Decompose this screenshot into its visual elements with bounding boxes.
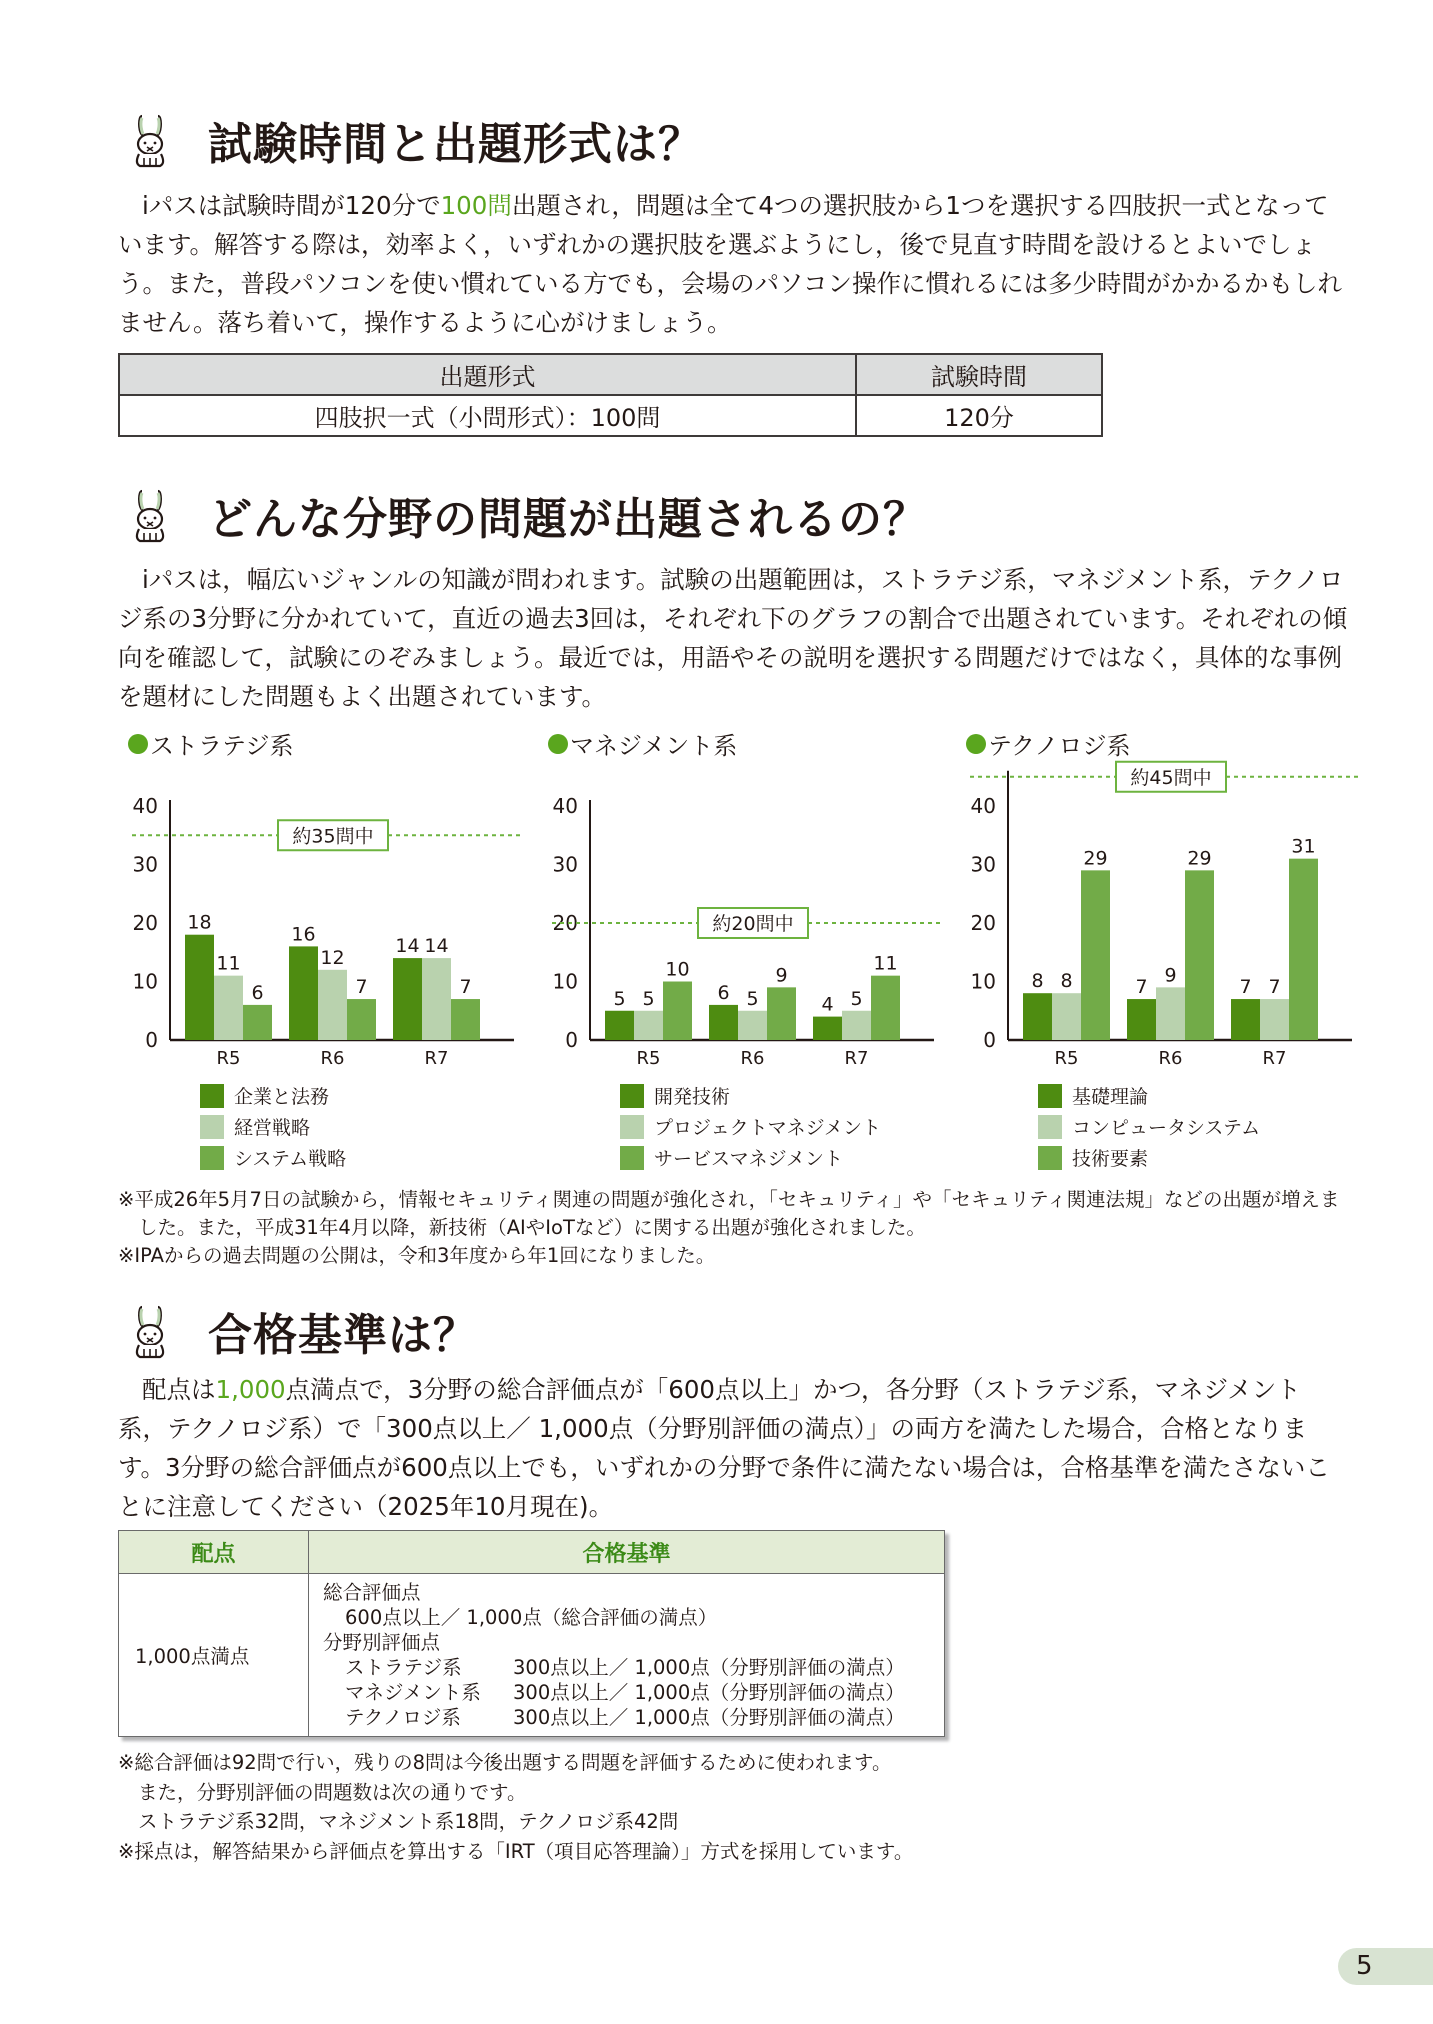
- table-header: 試験時間: [856, 354, 1102, 395]
- y-tick-label: 40: [132, 794, 158, 818]
- bar-value-label: 14: [395, 935, 420, 958]
- table-header: 出題形式: [119, 354, 856, 395]
- y-tick-label: 20: [970, 911, 996, 935]
- bar: [289, 946, 318, 1040]
- bar-value-label: 5: [850, 987, 863, 1010]
- y-tick-label: 10: [970, 969, 996, 994]
- bar: [1185, 870, 1214, 1040]
- bar-value-label: 16: [291, 923, 316, 946]
- bar-value-label: 8: [1060, 970, 1073, 993]
- bar-value-label: 5: [613, 987, 626, 1010]
- bar: [422, 958, 451, 1040]
- bar: [243, 1005, 272, 1040]
- bar: [1260, 999, 1289, 1040]
- bar-value-label: 5: [642, 987, 655, 1010]
- note: また，分野別評価の問題数は次の通りです。: [138, 1780, 527, 1804]
- bar: [1023, 993, 1052, 1040]
- table-row: [119, 1574, 945, 1737]
- note: ストラテジ系32問，マネジメント系18問，テクノロジ系42問: [138, 1810, 679, 1833]
- legend-swatch: [1038, 1084, 1062, 1108]
- section-paragraph: [118, 1370, 1348, 1526]
- chart-title-text: マネジメント系: [570, 732, 738, 760]
- legend-item: [200, 1111, 346, 1142]
- bar-value-label: 18: [187, 911, 212, 934]
- bar: [1127, 999, 1156, 1040]
- section-paragraph: [118, 560, 1348, 716]
- bar: [1156, 987, 1185, 1040]
- legend-label: 経営戦略: [234, 1117, 311, 1139]
- chart-plot: [540, 722, 960, 1082]
- bar: [318, 970, 347, 1040]
- bar-value-label: 7: [1135, 976, 1148, 999]
- x-tick-label: R6: [320, 1048, 345, 1069]
- legend-item: [200, 1080, 346, 1111]
- chart-management: [540, 722, 960, 1182]
- reference-label: 約20問中: [712, 913, 794, 935]
- field-criteria-row: [323, 1680, 930, 1705]
- section-paragraph: [118, 186, 1348, 342]
- legend-item: [620, 1080, 881, 1111]
- bar: [1081, 870, 1110, 1040]
- paragraph-text: iパスは試験時間が120分で: [142, 191, 441, 220]
- bar-value-label: 11: [873, 952, 898, 975]
- legend-swatch: [620, 1115, 644, 1139]
- highlight-question-count: 100問: [440, 191, 512, 220]
- bar: [842, 1011, 871, 1040]
- y-tick-label: 0: [145, 1028, 158, 1052]
- y-tick-label: 0: [565, 1028, 578, 1052]
- table-row: [119, 395, 1102, 436]
- legend-label: プロジェクトマネジメント: [654, 1117, 882, 1139]
- y-tick-label: 40: [970, 794, 996, 818]
- x-tick-label: R6: [1158, 1048, 1183, 1069]
- bar: [871, 976, 900, 1040]
- bar: [813, 1017, 842, 1040]
- legend-label: サービスマネジメント: [654, 1148, 844, 1170]
- legend-swatch: [200, 1115, 224, 1139]
- passing-criteria-table: [118, 1530, 945, 1737]
- bar: [451, 999, 480, 1040]
- table-cell: 四肢択一式（小問形式）：100問: [119, 395, 856, 436]
- table-cell: 120分: [856, 395, 1102, 436]
- x-tick-label: R5: [636, 1048, 661, 1069]
- bar-value-label: 4: [821, 993, 834, 1016]
- chart-title-text: テクノロジ系: [988, 732, 1131, 760]
- bar-value-label: 8: [1031, 970, 1044, 993]
- x-tick-label: R6: [740, 1048, 765, 1069]
- bar: [214, 976, 243, 1040]
- x-tick-label: R7: [424, 1048, 449, 1069]
- paragraph-text: 出題され，問題は全て4つの選択肢から1つを選択する四肢択一式となっています。解答する際は，効率よく，いずれかの選択肢を選ぶようにし，後で見直す時間を設けるとよいでしょう。また，普段パソコンを使い慣れている方でも，会場のパソコン操作に慣れるには多少時間がかかるかもしれません。落ち着いて，操作するように心がけましょう。: [118, 191, 1343, 337]
- section-title: どんな分野の問題が出題されるの？: [208, 494, 928, 545]
- chart-strategy: [120, 722, 540, 1182]
- chart-technology: [958, 722, 1378, 1182]
- legend-swatch: [1038, 1115, 1062, 1139]
- scoring-notes: [118, 1748, 1118, 1866]
- y-tick-label: 40: [552, 794, 578, 818]
- bar-value-label: 7: [355, 976, 368, 999]
- bar: [738, 1011, 767, 1040]
- chart-legend: [1038, 1080, 1260, 1173]
- score-cell: 1,000点満点: [119, 1574, 309, 1737]
- bar: [1052, 993, 1081, 1040]
- section-heading-exam-format: [128, 105, 703, 175]
- overall-label: 総合評価点: [323, 1581, 421, 1604]
- legend-label: 技術要素: [1072, 1148, 1149, 1170]
- legend-item: [200, 1142, 346, 1173]
- bar-value-label: 10: [665, 958, 690, 981]
- paragraph-text: iパスは，幅広いジャンルの知識が問われます。試験の出題範囲は，ストラテジ系，マネジメント系，テクノロジ系の3分野に分かれていて，直近の過去3回は，それぞれ下のグラフの割合で出題されています。それぞれの傾向を確認して，試験にのぞみましょう。最近では，用語やその説明を選択する問題だけではなく，具体的な事例を題材にした問題もよく出題されています。: [118, 565, 1348, 711]
- legend-item: [1038, 1111, 1260, 1142]
- y-tick-label: 20: [132, 911, 158, 935]
- legend-label: 企業と法務: [234, 1086, 330, 1108]
- criteria-cell: [309, 1574, 945, 1737]
- reference-label: 約45問中: [1130, 766, 1212, 789]
- bar-value-label: 6: [717, 981, 730, 1004]
- y-tick-label: 20: [552, 911, 578, 935]
- bar: [185, 935, 214, 1040]
- section-title: 合格基準は？: [208, 1310, 478, 1361]
- legend-item: [620, 1111, 881, 1142]
- y-tick-label: 0: [983, 1028, 996, 1052]
- field-criteria-row: [323, 1705, 930, 1730]
- field-value: 300点以上／ 1,000点（分野別評価の満点）: [513, 1656, 905, 1679]
- chart-title-text: ストラテジ系: [150, 732, 294, 760]
- reference-label: 約35問中: [292, 825, 374, 848]
- bar: [393, 958, 422, 1040]
- field-value: 300点以上／ 1,000点（分野別評価の満点）: [513, 1706, 905, 1729]
- chart-footnotes: [118, 1186, 1348, 1270]
- section-title: 試験時間と出題形式は？: [208, 119, 703, 170]
- field-name: マネジメント系: [345, 1681, 481, 1704]
- page-number: 5: [1338, 1948, 1433, 1985]
- field-name: テクノロジ系: [345, 1706, 461, 1729]
- bar: [634, 1011, 663, 1040]
- y-tick-label: 10: [132, 969, 158, 994]
- legend-label: 基礎理論: [1072, 1086, 1149, 1108]
- section-heading-passing-criteria: [128, 1296, 478, 1366]
- x-tick-label: R7: [844, 1048, 869, 1069]
- y-tick-label: 30: [552, 852, 578, 877]
- table-header-row: [119, 354, 1102, 395]
- legend-swatch: [1038, 1146, 1062, 1170]
- y-tick-label: 10: [552, 969, 578, 994]
- bar-value-label: 11: [216, 952, 241, 975]
- legend-item: [620, 1142, 881, 1173]
- bar: [709, 1005, 738, 1040]
- x-tick-label: R5: [216, 1048, 241, 1069]
- rabbit-icon: [128, 1303, 172, 1359]
- exam-format-table: [118, 353, 1103, 437]
- bar-value-label: 29: [1187, 847, 1212, 870]
- footnote: ※IPAからの過去問題の公開は，令和3年度から年1回になりました。: [118, 1244, 716, 1267]
- bar: [1231, 999, 1260, 1040]
- bar-value-label: 14: [424, 935, 449, 958]
- bar-value-label: 7: [1239, 976, 1252, 999]
- rabbit-icon: [128, 487, 172, 543]
- chart-legend: [620, 1080, 881, 1173]
- rabbit-icon: [128, 112, 172, 168]
- paragraph-text: 配点は: [142, 1375, 216, 1404]
- y-tick-label: 30: [970, 852, 996, 877]
- legend-item: [1038, 1080, 1260, 1111]
- note: ※採点は，解答結果から評価点を算出する「IRT（項目応答理論）」方式を採用しています。: [118, 1839, 914, 1863]
- bar-value-label: 9: [1164, 964, 1177, 987]
- table-header: 合格基準: [309, 1531, 945, 1574]
- bar-value-label: 12: [320, 946, 345, 969]
- legend-label: コンピュータシステム: [1072, 1117, 1261, 1139]
- bar-value-label: 7: [1268, 976, 1281, 999]
- table-header: 配点: [119, 1531, 309, 1574]
- bar-value-label: 7: [459, 976, 472, 999]
- legend-swatch: [620, 1084, 644, 1108]
- section-heading-fields: [128, 480, 928, 550]
- chart-legend: [200, 1080, 346, 1173]
- x-tick-label: R7: [1262, 1048, 1287, 1069]
- legend-item: [1038, 1142, 1260, 1173]
- legend-label: 開発技術: [654, 1086, 731, 1108]
- bar-value-label: 9: [775, 964, 788, 987]
- field-name: ストラテジ系: [345, 1656, 462, 1679]
- bar: [347, 999, 376, 1040]
- field-criteria-row: [323, 1655, 930, 1680]
- note: ※総合評価は92問で行い，残りの8問は今後出題する問題を評価するために使われます。: [118, 1751, 892, 1774]
- overall-value: 600点以上／ 1,000点（総合評価の満点）: [345, 1606, 718, 1629]
- chart-plot: [958, 722, 1378, 1082]
- bar-value-label: 6: [251, 981, 264, 1004]
- x-tick-label: R5: [1054, 1048, 1079, 1069]
- bar-value-label: 29: [1083, 847, 1108, 870]
- bar: [663, 982, 692, 1041]
- bar: [767, 987, 796, 1040]
- field-label: 分野別評価点: [323, 1631, 441, 1654]
- table-header-row: [119, 1531, 945, 1574]
- legend-swatch: [200, 1146, 224, 1170]
- y-tick-label: 30: [132, 852, 158, 877]
- legend-label: システム戦略: [234, 1148, 347, 1170]
- legend-swatch: [620, 1146, 644, 1170]
- field-value: 300点以上／ 1,000点（分野別評価の満点）: [513, 1681, 905, 1704]
- highlight-total-score: 1,000: [215, 1375, 286, 1404]
- legend-swatch: [200, 1084, 224, 1108]
- bar-value-label: 31: [1291, 835, 1316, 858]
- bar-value-label: 5: [746, 987, 759, 1010]
- bar: [1289, 859, 1318, 1040]
- footnote: ※平成26年5月7日の試験から，情報セキュリティ関連の問題が強化され，「セキュリティ」や「セキュリティ関連法規」などの出題が増えました。また，平成31年4月以降，新技術（AIやIoTなど）に関する出題が強化されました。: [118, 1188, 1340, 1239]
- paragraph-text: 点満点で，3分野の総合評価点が「600点以上」かつ，各分野（ストラテジ系，マネジメント系，テクノロジ系）で「300点以上／ 1,000点（分野別評価の満点）」の両方を満たした場合，合格となります。3分野の総合評価点が600点以上でも，いずれかの分野で条件に満たない場合は，合格基準を満たさないことに注意してください（2025年10月現在)。: [118, 1375, 1330, 1521]
- bar: [605, 1011, 634, 1040]
- chart-plot: [120, 722, 540, 1082]
